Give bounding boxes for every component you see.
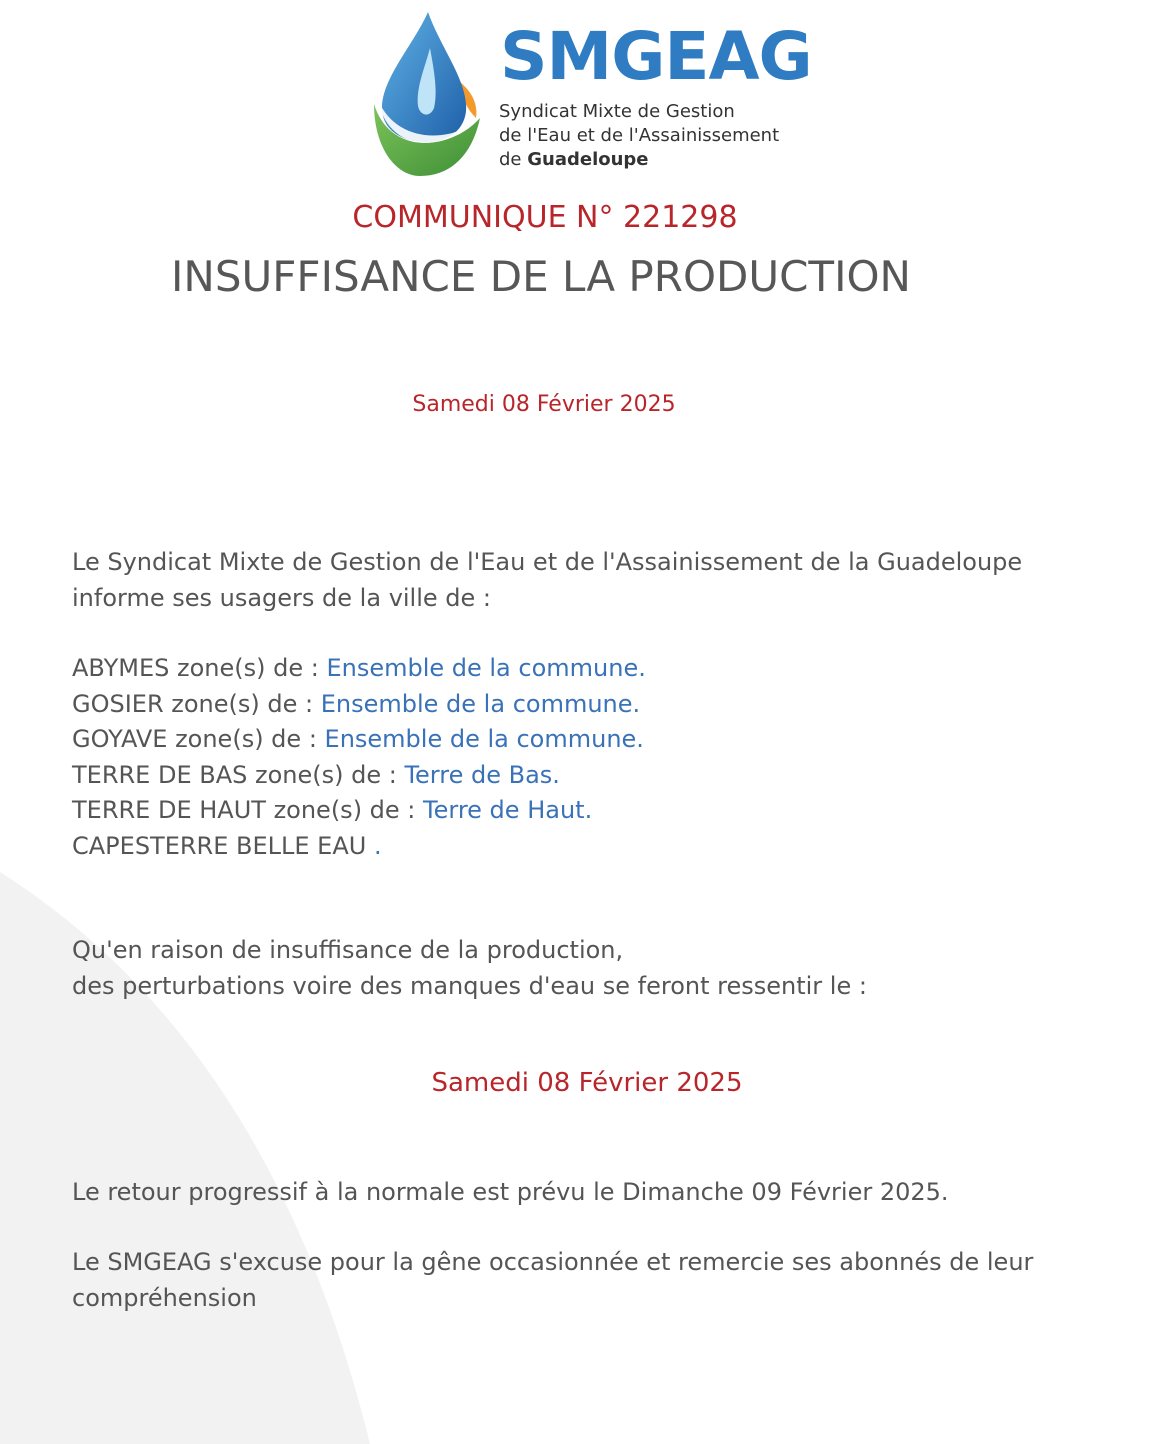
smgeag-logo (368, 8, 812, 180)
reason-line: des perturbations voire des manques d'eau se feront ressentir le : (72, 971, 867, 1000)
zones-list (72, 651, 646, 864)
logo-subtitle-line: de l'Eau et de l'Assainissement (499, 125, 780, 146)
logo-wordmark: SMGEAG (500, 18, 812, 95)
zone-value: Ensemble de la commune. (324, 725, 644, 753)
logo-subtitle-line: Syndicat Mixte de Gestion (499, 101, 735, 122)
zone-value: Terre de Bas. (404, 760, 560, 789)
water-drop-leaf-icon (368, 8, 488, 180)
zone-label: TERRE DE BAS zone(s) de : (72, 760, 405, 789)
zone-item-gosier (72, 687, 646, 723)
zone-value: Terre de Haut. (423, 796, 593, 824)
logo-subtitle (499, 100, 779, 172)
zone-label: GOYAVE zone(s) de : (72, 725, 325, 753)
zone-value: Ensemble de la commune. (326, 654, 646, 682)
apology-line: Le SMGEAG s'excuse pour la gêne occasionnée et remercie ses abonnés de leur (72, 1248, 1034, 1276)
zone-item-abymes (72, 651, 646, 687)
logo-subtitle-prefix: de (499, 149, 528, 170)
zone-item-terre-de-bas (72, 758, 646, 794)
logo-subtitle-line (499, 148, 779, 172)
communique-number: COMMUNIQUE N° 221298 (352, 200, 738, 235)
zone-label: TERRE DE HAUT zone(s) de : (72, 796, 424, 824)
zone-value: Ensemble de la commune. (320, 689, 641, 718)
logo-subtitle-region: Guadeloupe (527, 149, 649, 170)
publication-date: Samedi 08 Février 2025 (412, 392, 676, 417)
affected-date: Samedi 08 Février 2025 (431, 1068, 743, 1098)
zone-label: GOSIER zone(s) de : (72, 689, 321, 718)
zone-item-terre-de-haut (72, 793, 646, 829)
intro-line: informe ses usagers de la ville de : (72, 583, 492, 612)
zone-value: . (373, 831, 382, 860)
zone-item-capesterre (72, 829, 646, 865)
reason-paragraph (72, 933, 867, 1004)
intro-line: Le Syndicat Mixte de Gestion de l'Eau et de l'Assainissement de la Guadeloupe (72, 548, 1023, 576)
page-title: INSUFFISANCE DE LA PRODUCTION (171, 252, 911, 301)
zone-item-goyave (72, 722, 646, 758)
zone-label: CAPESTERRE BELLE EAU (72, 831, 374, 860)
reason-line: Qu'en raison de insuffisance de la production, (72, 936, 624, 964)
return-paragraph: Le retour progressif à la normale est prévu le Dimanche 09 Février 2025. (72, 1178, 949, 1206)
zone-label: ABYMES zone(s) de : (72, 654, 327, 682)
apology-paragraph (72, 1245, 1033, 1316)
apology-line: compréhension (72, 1283, 257, 1312)
intro-paragraph (72, 545, 1022, 616)
